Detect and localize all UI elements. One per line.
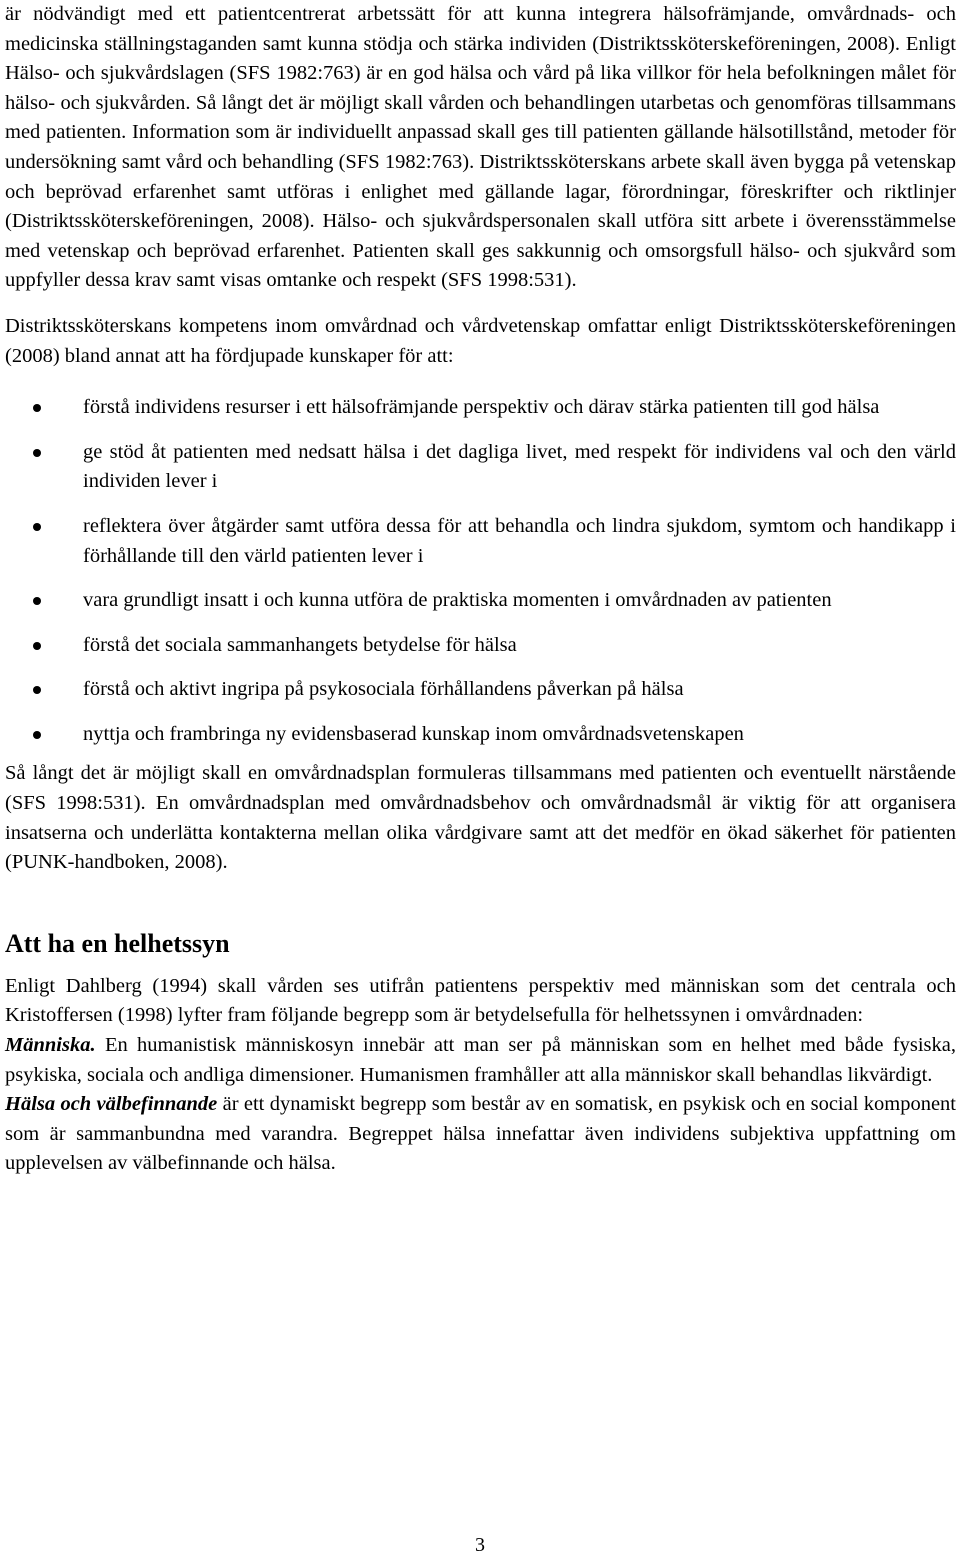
section-heading: Att ha en helhetssyn bbox=[5, 928, 230, 958]
bullet-icon bbox=[33, 686, 41, 694]
list-item bbox=[5, 512, 956, 571]
list-item-text: vara grundligt insatt i och kunna utföra de praktiska momenten i omvårdnaden av patienten bbox=[83, 589, 832, 612]
body-paragraph: Distriktssköterskans kompetens inom omvårdnad och vårdvetenskap omfattar enligt Distriktssköterskeföreningen (2008) bland annat att ha fördjupade kunskaper för att: bbox=[5, 314, 956, 367]
list-item bbox=[5, 438, 956, 497]
list-item-text: förstå individens resurser i ett hälsofrämjande perspektiv och därav stärka patienten till god hälsa bbox=[83, 396, 880, 419]
definition-text: är ett dynamiskt begrepp som består av en somatisk, en psykisk och en social komponent som är sammanbundna med varandra. Begreppet hälsa innefattar även individens subjektiva uppfattning om upplevelsen av välbefinnande och hälsa. bbox=[5, 1093, 956, 1175]
list-item-text: nyttja och frambringa ny evidensbaserad kunskap inom omvårdnadsvetenskapen bbox=[83, 722, 744, 745]
document-page bbox=[5, 0, 956, 1179]
bullet-icon bbox=[33, 731, 41, 739]
definition-text: En humanistisk människosyn innebär att man ser på människan som en helhet med både fysiska, psykiska, sociala och andliga dimensioner. Humanismen framhåller att alla människor skall behandlas likvärdigt. bbox=[5, 1034, 956, 1086]
definition-term: Hälsa och välbefinnande bbox=[5, 1093, 218, 1116]
list-item-text: reflektera över åtgärder samt utföra dessa för att behandla och lindra sjukdom, symtom och handikapp i förhållande till den värld patienten lever i bbox=[83, 514, 956, 567]
section-intro-text: Enligt Dahlberg (1994) skall vården ses utifrån patientens perspektiv med människan som det centrala och Kristoffersen (1998) lyfter fram följande begrepp som är betydelsefulla för helhetssynen i omvårdnaden: bbox=[5, 974, 956, 1027]
list-item bbox=[5, 631, 956, 661]
list-item bbox=[5, 720, 956, 750]
list-item-text: ge stöd åt patienten med nedsatt hälsa i det dagliga livet, med respekt för individens val och den värld individen lever i bbox=[83, 440, 956, 493]
bullet-icon bbox=[33, 404, 41, 412]
list-item-text: förstå det sociala sammanhangets betydelse för hälsa bbox=[83, 633, 517, 656]
bullet-icon bbox=[33, 449, 41, 457]
bullet-icon bbox=[33, 523, 41, 531]
page-number: 3 bbox=[475, 1534, 485, 1556]
list-item-text: förstå och aktivt ingripa på psykosociala förhållandens påverkan på hälsa bbox=[83, 678, 684, 701]
body-paragraph: Så långt det är möjligt skall en omvårdnadsplan formuleras tillsammans med patienten och eventuellt närstående (SFS 1998:531). En omvårdnadsplan med omvårdnadsbehov och omvårdnadsmål är viktig för att organisera insatserna och underlätta kontakterna mellan olika vårdgivare samt att det medför en ökad säkerhet för patienten (PUNK-handboken, 2008). bbox=[5, 762, 956, 874]
list-item bbox=[5, 675, 956, 705]
body-paragraph: är nödvändigt med ett patientcentrerat arbetssätt för att kunna integrera hälsofrämjande, omvårdnads- och medicinska ställningstaganden samt kunna stödja och stärka individen (Distriktssköterskeföreningen, 2008). Enligt Hälso- och sjukvårdslagen (SFS 1982:763) är en god hälsa och vård på lika villkor för hela befolkningen målet för hälso- och sjukvården. Så långt det är möjligt skall vården och behandlingen utarbetas och genomföras tillsammans med patienten. Information som är individuellt anpassad skall ges till patienten gällande hälsotillstånd, metoder för undersökning samt vård och behandling (SFS 1982:763). Distriktssköterskans arbete skall även bygga på vetenskap och beprövad erfarenhet samt utföras i enlighet med gällande lagar, förordningar, föreskrifter och riktlinjer (Distriktssköterskeföreningen, 2008). Hälso- och sjukvårdspersonalen skall utföra sitt arbete i överensstämmelse med vetenskap och beprövad erfarenhet. Patienten skall ges sakkunnig och omsorgsfull hälso- och sjukvård som uppfyller dessa krav samt visas omtanke och respekt (SFS 1998:531). bbox=[5, 3, 956, 292]
list-item bbox=[5, 586, 956, 616]
bullet-list bbox=[5, 393, 956, 749]
bullet-icon bbox=[33, 642, 41, 650]
definition-term: Människa. bbox=[5, 1034, 96, 1057]
section-intro bbox=[5, 972, 956, 1179]
list-item bbox=[5, 393, 956, 423]
bullet-icon bbox=[33, 597, 41, 605]
